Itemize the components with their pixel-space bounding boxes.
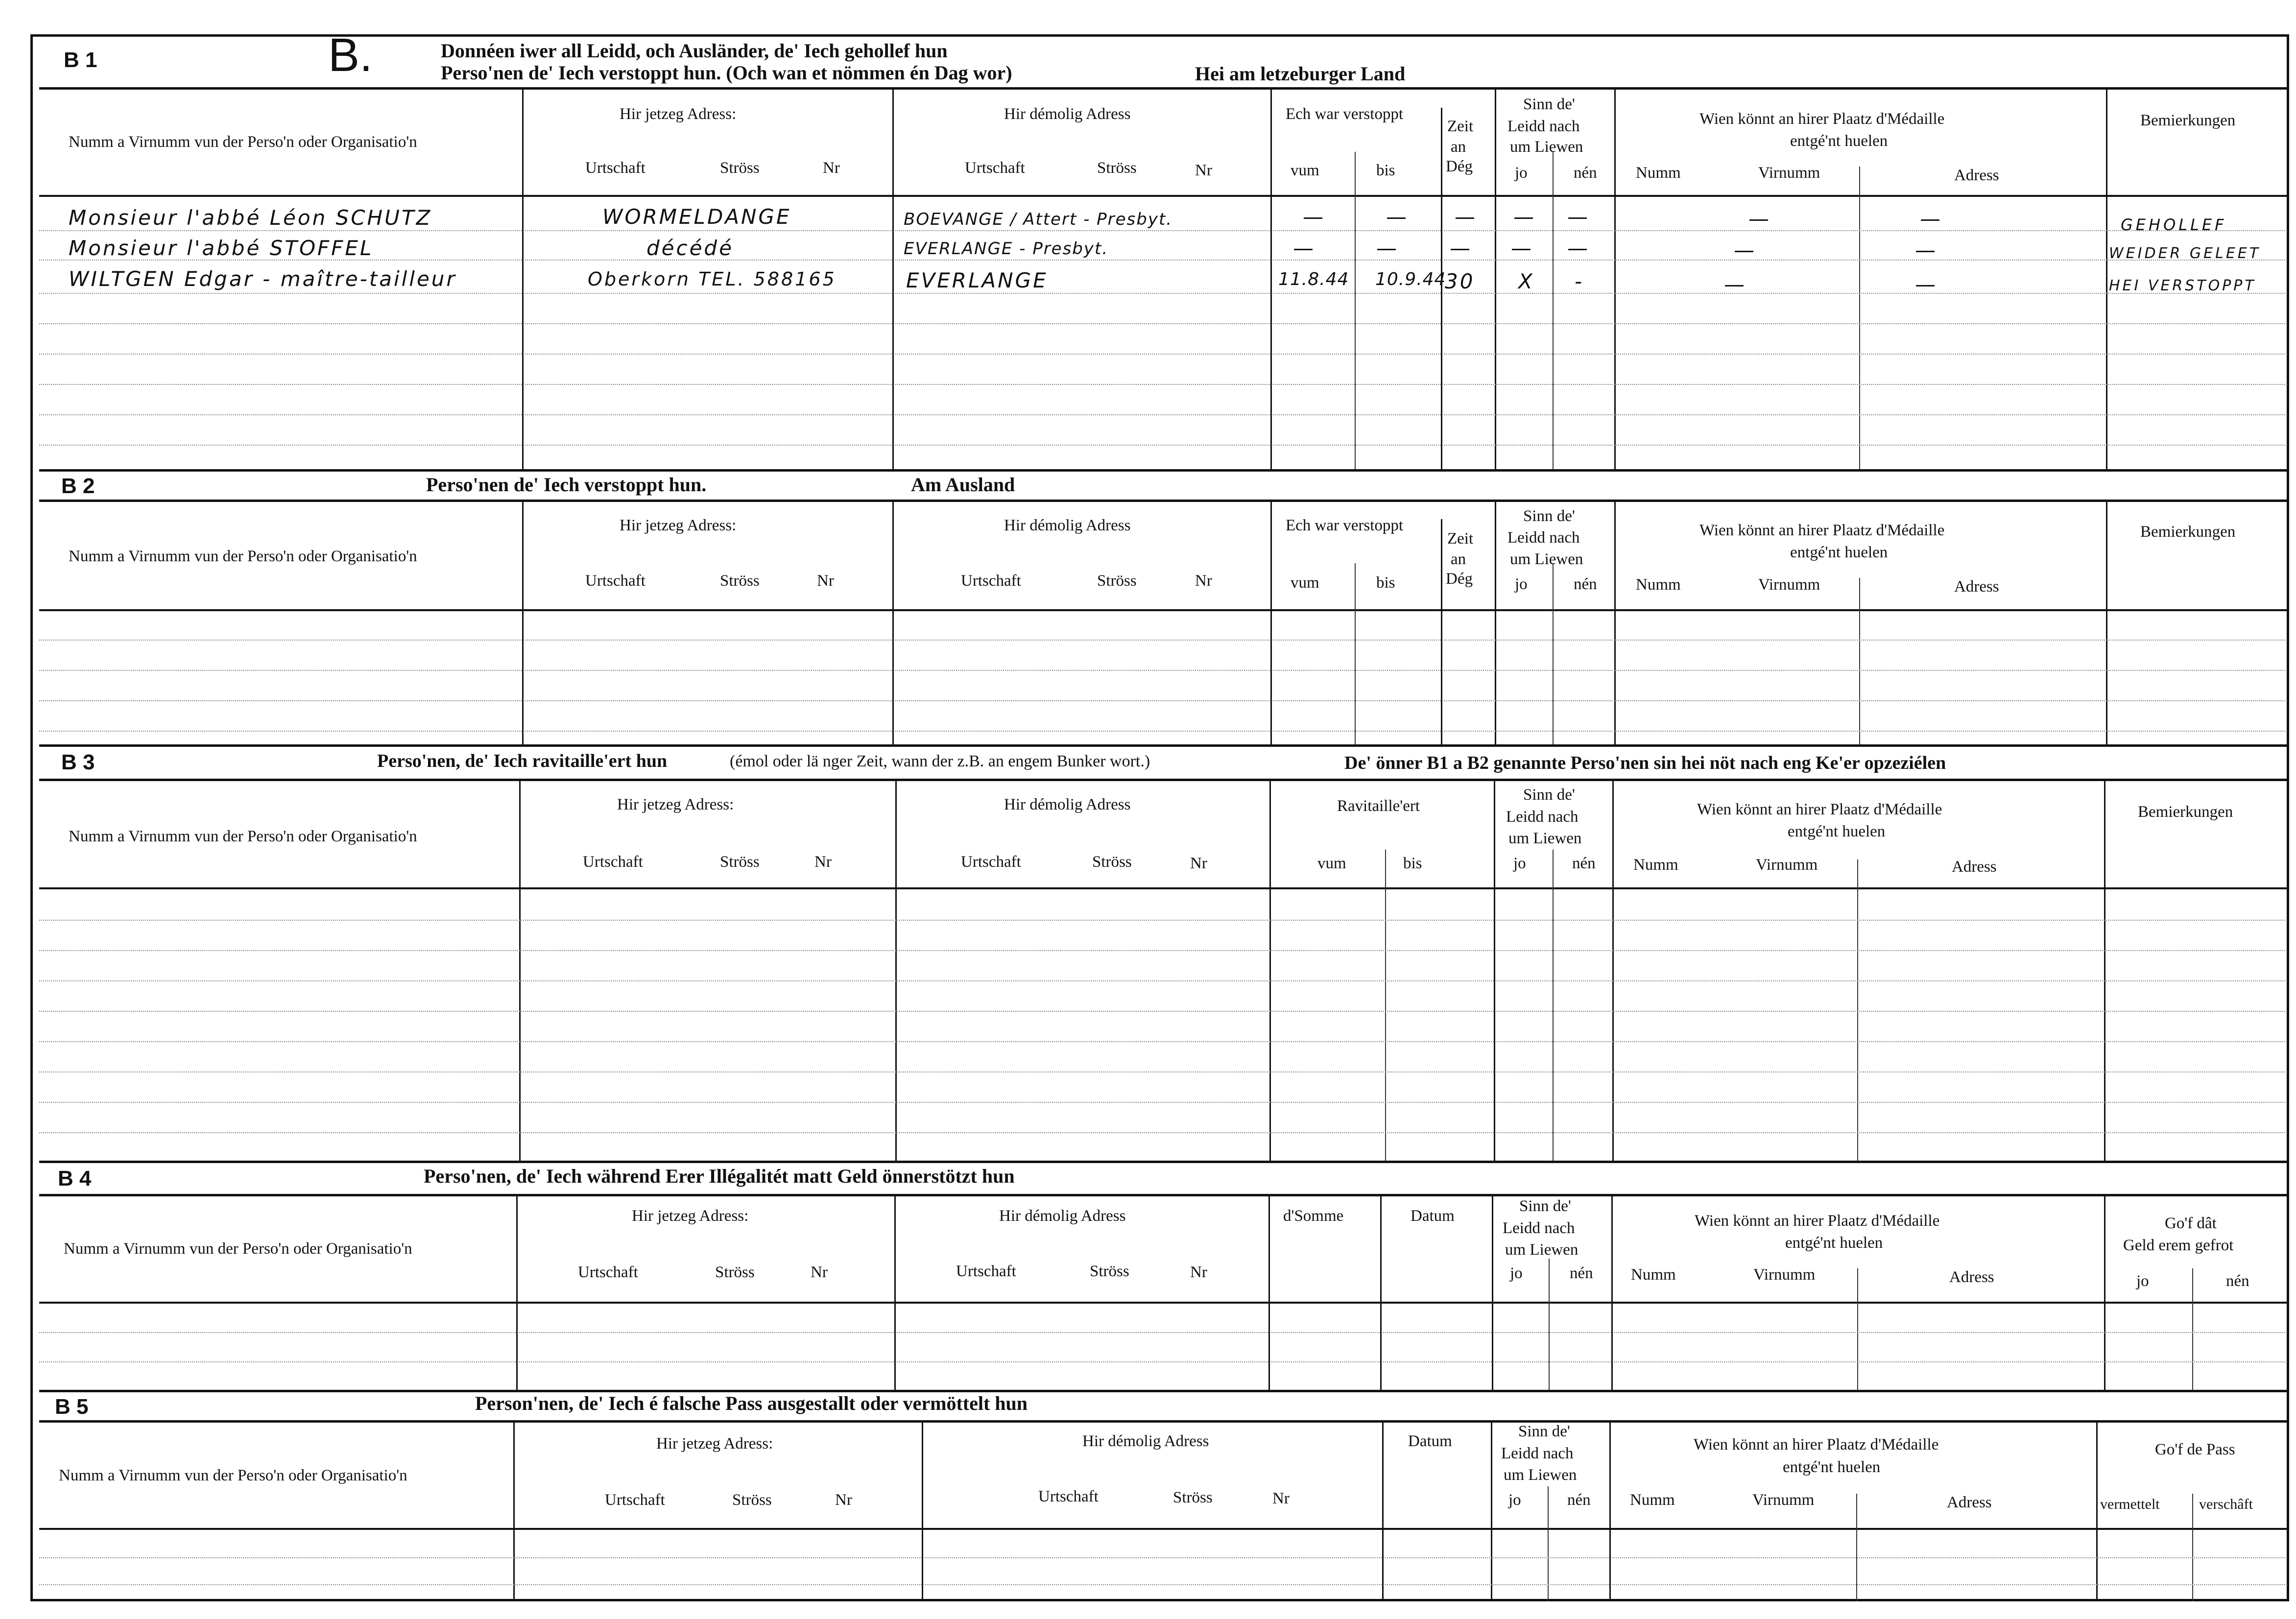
b2-col-line [1270, 500, 1272, 744]
b3-col-line [1553, 850, 1554, 1161]
b1-row-line [39, 384, 2287, 385]
b1-entry-1-name: Monsieur l'abbé Léon SCHUTZ [69, 206, 432, 230]
b3-header-top-rule [39, 779, 2287, 781]
b4-header-bottom-rule [39, 1302, 2287, 1304]
b1-entry-3-days: 30 [1445, 269, 1475, 293]
b5-current-address-header: Hir jetzeg Adress: [656, 1435, 773, 1452]
b1-entry-2-days: — [1450, 236, 1472, 260]
b2-current-address-header: Hir jetzeg Adress: [620, 517, 737, 534]
b1-days-header-3: Dég [1446, 158, 1473, 175]
b2-locality-header: Urtschaft [585, 572, 646, 590]
b1-entry-3-remark: HEI VERSTOPPT [2109, 277, 2256, 294]
b1-entry-2-medal-name: — [1734, 238, 1756, 262]
b3-name-header: Numm a Virnumm vun der Perso'n oder Organisatio'n [69, 828, 417, 845]
b2-former-address-header: Hir démolig Adress [1004, 517, 1131, 534]
b5-number-header: Nr [835, 1491, 852, 1509]
b4-row-line [39, 1361, 2287, 1362]
b1-entry-2-locality: décédé [646, 236, 734, 260]
b1-alive-header-2: Leidd nach [1507, 118, 1580, 135]
b1-hidden-header: Ech war verstoppt [1286, 105, 1404, 123]
b5-locality-header: Urtschaft [605, 1491, 665, 1509]
b2-yes-header: jo [1515, 575, 1528, 593]
b4-former-number-header: Nr [1190, 1263, 1207, 1281]
b5-name-header: Numm a Virnumm vun der Perso'n oder Organisatio'n [59, 1467, 407, 1484]
b4-col-line [2104, 1194, 2105, 1390]
b1-alive-header-1: Sinn de' [1523, 95, 1575, 113]
b5-row-line [39, 1557, 2287, 1558]
b3-remarks-header: Bemierkungen [2138, 803, 2233, 821]
b2-medal-header-1: Wien könnt an hirer Plaatz d'Médaille [1699, 522, 1945, 539]
b3-col-line [519, 779, 521, 1161]
b3-title-paren: (émol oder lä nger Zeit, wann der z.B. an engem Bunker wort.) [730, 752, 1150, 770]
b3-title-right: De' önner B1 a B2 genannte Perso'nen sin hei nöt nach eng Ke'er opzeziélen [1344, 753, 1946, 773]
b1-col-line [1614, 87, 1616, 469]
b1-row-line [39, 230, 2287, 231]
b2-row-line [39, 700, 2287, 701]
b4-col-line [1549, 1259, 1550, 1390]
b1-former-number-header: Nr [1195, 162, 1212, 179]
b1-entry-3-yes: X [1518, 269, 1534, 293]
b2-alive-header-3: um Liewen [1510, 550, 1583, 568]
b3-row-line [39, 1011, 2287, 1012]
b4-medal-name-header: Numm [1631, 1266, 1676, 1284]
b2-medal-first-header: Virnumm [1758, 576, 1820, 594]
b4-col-line [516, 1194, 518, 1390]
b5-header-bottom-rule [39, 1528, 2287, 1530]
b1-medal-header-2: entgé'nt huelen [1790, 132, 1888, 150]
b1-medal-address-header: Adress [1954, 167, 1999, 184]
b1-row-line [39, 445, 2287, 446]
b5-medal-header-2: entgé'nt huelen [1783, 1458, 1881, 1476]
b1-col-line [1270, 87, 1272, 469]
b4-alive-header-2: Leidd nach [1503, 1219, 1575, 1237]
b1-entry-1-no: — [1567, 205, 1590, 229]
b5-col-line [2192, 1494, 2193, 1601]
b1-days-header-2: an [1451, 138, 1466, 156]
b1-entry-1-to: — [1386, 205, 1409, 229]
b1-entry-2-yes: — [1511, 236, 1533, 260]
b5-col-line [2096, 1420, 2098, 1601]
b3-alive-header-1: Sinn de' [1523, 786, 1575, 804]
b2-row-line [39, 640, 2287, 641]
b3-row-line [39, 980, 2287, 981]
b3-row-line [39, 920, 2287, 921]
b2-title: Perso'nen de' Iech verstoppt hun. [426, 474, 707, 496]
b3-medal-header-1: Wien könnt an hirer Plaatz d'Médaille [1697, 801, 1942, 818]
b5-col-line [513, 1420, 515, 1601]
b3-supplied-header: Ravitaille'ert [1337, 797, 1420, 815]
b4-money-header-2: Geld erem gefrot [2123, 1237, 2234, 1254]
b5-row-line [39, 1584, 2287, 1585]
b2-name-header: Numm a Virnumm vun der Perso'n oder Organisatio'n [69, 548, 417, 565]
b1-title-line3: Hei am letzeburger Land [1195, 63, 1406, 85]
b2-alive-header-2: Leidd nach [1507, 529, 1580, 547]
b5-pass-bought-header: verschâft [2199, 1496, 2253, 1512]
b4-former-address-header: Hir démolig Adress [999, 1207, 1126, 1225]
b1-row-line [39, 354, 2287, 355]
b4-medal-header-2: entgé'nt huelen [1785, 1234, 1883, 1252]
b1-entry-3-medal-name: — [1724, 272, 1746, 296]
b3-medal-header-2: entgé'nt huelen [1788, 823, 1886, 840]
b5-former-locality-header: Urtschaft [1038, 1488, 1099, 1505]
b2-number-header: Nr [817, 572, 834, 590]
b1-header-bottom-rule [39, 195, 2287, 197]
b2-col-line [1553, 563, 1554, 744]
b1-medal-header-1: Wien könnt an hirer Plaatz d'Médaille [1699, 110, 1945, 128]
b1-alive-header-3: um Liewen [1510, 138, 1583, 156]
b3-alive-header-2: Leidd nach [1506, 808, 1578, 826]
b1-number-header: Nr [823, 159, 840, 177]
b1-col-line [1495, 87, 1496, 469]
b2-header-top-rule [39, 500, 2287, 502]
b3-header-bottom-rule [39, 887, 2287, 889]
b4-col-line [1492, 1194, 1493, 1390]
b1-row-line [39, 323, 2287, 324]
b5-title: Person'nen, de' Iech é falsche Pass ausgestallt oder vermöttelt hun [475, 1392, 1028, 1414]
b1-entry-1-from: — [1303, 205, 1325, 229]
b1-entry-3-former: EVERLANGE [906, 268, 1048, 292]
b2-col-line [892, 500, 894, 744]
b2-hidden-header: Ech war verstoppt [1286, 517, 1404, 534]
b1-locality-header: Urtschaft [585, 159, 646, 177]
b2-days-header-1: Zeit [1447, 530, 1474, 548]
b2-col-line [1614, 500, 1616, 744]
b1-no-header: nén [1574, 164, 1597, 182]
b1-remarks-header: Bemierkungen [2140, 112, 2236, 129]
b3-row-line [39, 1132, 2287, 1133]
b1-title-line2: Perso'nen de' Iech verstoppt hun. (Och wan et nömmen én Dag wor) [441, 62, 1012, 84]
b3-row-line [39, 1041, 2287, 1042]
b1-col-line [1355, 152, 1356, 469]
b5-alive-header-2: Leidd nach [1501, 1445, 1574, 1462]
b4-yes-header: jo [1510, 1264, 1523, 1282]
b4-col-line [2192, 1268, 2193, 1390]
b1-col-line [1859, 167, 1860, 469]
b4-former-street-header: Ströss [1090, 1262, 1129, 1280]
b1-entry-3-name: WILTGEN Edgar - maître-tailleur [69, 267, 457, 291]
b1-street-header: Ströss [720, 159, 760, 177]
b1-entry-2-to: — [1376, 236, 1399, 260]
b5-alive-header-1: Sinn de' [1518, 1423, 1570, 1440]
b5-date-header: Datum [1408, 1432, 1452, 1450]
b3-col-line [1612, 779, 1614, 1161]
b1-from-header: vum [1291, 162, 1319, 179]
b4-medal-address-header: Adress [1949, 1268, 1994, 1286]
b1-former-street-header: Ströss [1097, 159, 1137, 177]
b1-current-address-header: Hir jetzeg Adress: [620, 105, 737, 123]
b4-locality-header: Urtschaft [578, 1263, 638, 1281]
b4-date-header: Datum [1411, 1207, 1455, 1225]
b5-former-number-header: Nr [1272, 1490, 1290, 1507]
b5-col-line [1491, 1420, 1492, 1601]
b4-sum-header: d'Somme [1283, 1207, 1344, 1225]
b3-street-header: Ströss [720, 853, 760, 871]
b3-col-line [1857, 859, 1858, 1161]
b5-alive-header-3: um Liewen [1504, 1466, 1577, 1484]
b1-yes-header: jo [1515, 164, 1528, 182]
b1-former-locality-header: Urtschaft [965, 159, 1025, 177]
b5-yes-header: jo [1508, 1491, 1521, 1509]
b1-col-line [892, 87, 894, 469]
b4-col-line [1268, 1194, 1270, 1390]
b4-money-header-1: Go'f dât [2165, 1214, 2217, 1232]
b1-entry-3-medal-address: — [1915, 272, 1937, 296]
b1-row-line [39, 414, 2287, 415]
b3-row-line [39, 950, 2287, 951]
b2-to-header: bis [1376, 574, 1395, 592]
b2-row-line [39, 731, 2287, 732]
b4-number-header: Nr [811, 1263, 828, 1281]
b2-former-number-header: Nr [1195, 572, 1212, 590]
form-letter: B. [328, 29, 373, 81]
b2-title-right: Am Ausland [911, 474, 1015, 496]
b1-entry-2-medal-address: — [1915, 238, 1937, 262]
b5-medal-first-header: Virnumm [1752, 1491, 1815, 1509]
b1-name-header: Numm a Virnumm vun der Perso'n oder Organisatio'n [69, 133, 417, 151]
b4-title: Perso'nen, de' Iech während Erer Illégalitét matt Geld önnerstötzt hun [424, 1165, 1015, 1187]
section-id-b4: B 4 [58, 1167, 92, 1190]
b5-former-street-header: Ströss [1173, 1489, 1213, 1506]
section-id-b2: B 2 [61, 474, 95, 498]
b2-medal-name-header: Numm [1636, 576, 1681, 594]
b2-medal-address-header: Adress [1954, 578, 1999, 595]
b5-col-line [1609, 1420, 1611, 1601]
b3-medal-address-header: Adress [1952, 858, 1997, 876]
b2-former-locality-header: Urtschaft [961, 572, 1021, 590]
b1-former-address-header: Hir démolig Adress [1004, 105, 1131, 123]
b3-row-line [39, 1102, 2287, 1103]
b4-alive-header-1: Sinn de' [1519, 1197, 1571, 1215]
b3-col-line [2104, 779, 2105, 1161]
b1-col-line [2106, 87, 2107, 469]
b1-header-top-rule [39, 87, 2287, 90]
b4-top-rule [39, 1161, 2287, 1163]
b1-entry-3-locality: Oberkorn TEL. 588165 [588, 268, 837, 290]
b4-header-top-rule [39, 1194, 2287, 1196]
b2-col-line [1495, 500, 1496, 744]
b2-from-header: vum [1291, 574, 1319, 592]
b1-to-header: bis [1376, 162, 1395, 179]
b3-row-line [39, 1071, 2287, 1072]
b3-medal-name-header: Numm [1633, 856, 1678, 874]
b1-entry-2-name: Monsieur l'abbé STOFFEL [69, 236, 374, 260]
b5-no-header: nén [1567, 1491, 1591, 1509]
b5-top-rule [39, 1390, 2287, 1392]
b3-former-street-header: Ströss [1092, 853, 1132, 871]
section-id-b3: B 3 [61, 750, 95, 774]
b2-col-line [1355, 563, 1356, 744]
b3-yes-header: jo [1513, 855, 1526, 872]
b3-former-locality-header: Urtschaft [961, 853, 1021, 871]
b2-alive-header-1: Sinn de' [1523, 507, 1575, 525]
b2-top-rule [39, 469, 2287, 472]
b1-entry-1-medal-address: — [1920, 207, 1942, 231]
b5-street-header: Ströss [732, 1491, 772, 1509]
b5-col-line [1856, 1494, 1857, 1601]
b3-col-line [1385, 850, 1386, 1161]
b2-col-line [2106, 500, 2107, 744]
b1-entry-2-from: — [1293, 236, 1315, 260]
b1-row-line [39, 293, 2287, 294]
b4-col-line [1611, 1194, 1613, 1390]
b2-days-header-2: an [1451, 550, 1466, 568]
b3-col-line [1494, 779, 1495, 1161]
b5-medal-name-header: Numm [1630, 1491, 1675, 1509]
b4-col-line [894, 1194, 896, 1390]
b3-number-header: Nr [814, 853, 832, 871]
b1-medal-name-header: Numm [1636, 164, 1681, 182]
b1-col-line [522, 87, 524, 469]
b3-locality-header: Urtschaft [583, 853, 643, 871]
b1-title-line1: Donnéen iwer all Leidd, och Ausländer, de' Iech gehollef hun [441, 40, 948, 62]
b1-entry-3-to: 10.9.44 [1375, 269, 1446, 289]
b5-col-line [922, 1420, 923, 1601]
b5-header-top-rule [39, 1420, 2287, 1423]
b4-no-header: nén [1570, 1264, 1593, 1282]
b1-medal-first-header: Virnumm [1758, 164, 1820, 182]
b3-col-line [1269, 779, 1271, 1161]
b2-no-header: nén [1574, 575, 1597, 593]
b1-entry-1-days: — [1455, 205, 1477, 229]
b1-entry-1-medal-name: — [1748, 207, 1771, 231]
b2-street-header: Ströss [720, 572, 760, 590]
b1-days-header-1: Zeit [1447, 118, 1474, 135]
b4-current-address-header: Hir jetzeg Adress: [632, 1207, 749, 1225]
b3-current-address-header: Hir jetzeg Adress: [617, 796, 734, 813]
b2-header-bottom-rule [39, 609, 2287, 611]
b4-street-header: Ströss [715, 1263, 755, 1281]
b3-title: Perso'nen, de' Iech ravitaille'ert hun [377, 751, 668, 771]
b1-col-line [1553, 152, 1554, 469]
b1-row-line [39, 260, 2287, 261]
b5-col-line [1382, 1420, 1384, 1601]
b5-former-address-header: Hir démolig Adress [1082, 1432, 1209, 1450]
b4-medal-first-header: Virnumm [1753, 1266, 1816, 1284]
b3-former-address-header: Hir démolig Adress [1004, 796, 1131, 813]
b2-row-line [39, 670, 2287, 671]
b3-col-line [895, 779, 897, 1161]
b4-money-no-header: nén [2226, 1272, 2249, 1290]
b3-from-header: vum [1317, 855, 1346, 872]
b2-col-line [1859, 578, 1860, 744]
b3-to-header: bis [1403, 855, 1422, 872]
b2-remarks-header: Bemierkungen [2140, 523, 2236, 541]
b4-col-line [1380, 1194, 1382, 1390]
b2-col-line [1441, 519, 1442, 744]
b1-entry-3-from: 11.8.44 [1278, 269, 1349, 289]
b1-entry-2-remark: WEIDER GELEET [2109, 245, 2261, 262]
b1-entry-2-former: EVERLANGE - Presbyt. [904, 239, 1109, 259]
b2-days-header-3: Dég [1446, 570, 1473, 588]
b5-pass-mediated-header: vermettelt [2100, 1496, 2160, 1512]
b1-entry-2-no: — [1567, 236, 1590, 260]
b1-entry-1-former: BOEVANGE / Attert - Presbyt. [904, 210, 1173, 229]
b4-medal-header-1: Wien könnt an hirer Plaatz d'Médaille [1695, 1212, 1940, 1230]
b3-former-number-header: Nr [1190, 855, 1207, 872]
b3-top-rule [39, 744, 2287, 747]
b4-col-line [1857, 1268, 1858, 1390]
b1-entry-1-remark: GEHOLLEF [2121, 215, 2227, 234]
b3-medal-first-header: Virnumm [1756, 856, 1818, 874]
b4-former-locality-header: Urtschaft [956, 1262, 1016, 1280]
section-id-b1: B 1 [64, 48, 97, 72]
b4-row-line [39, 1332, 2287, 1333]
b5-medal-address-header: Adress [1947, 1494, 1992, 1511]
b2-medal-header-2: entgé'nt huelen [1790, 544, 1888, 561]
b1-entry-3-no: - [1575, 269, 1584, 293]
b4-name-header: Numm a Virnumm vun der Perso'n oder Organisatio'n [64, 1240, 412, 1258]
b2-col-line [522, 500, 524, 744]
b3-alive-header-3: um Liewen [1508, 830, 1582, 847]
b5-pass-header: Go'f de Pass [2155, 1441, 2235, 1458]
b3-no-header: nén [1572, 855, 1596, 872]
b1-entry-1-locality: WORMELDANGE [602, 205, 791, 229]
b4-money-yes-header: jo [2136, 1272, 2149, 1290]
section-id-b5: B 5 [55, 1395, 89, 1419]
b1-entry-1-yes: — [1513, 205, 1536, 229]
b5-medal-header-1: Wien könnt an hirer Plaatz d'Médaille [1694, 1436, 1939, 1453]
b2-former-street-header: Ströss [1097, 572, 1137, 590]
b4-alive-header-3: um Liewen [1505, 1241, 1578, 1259]
